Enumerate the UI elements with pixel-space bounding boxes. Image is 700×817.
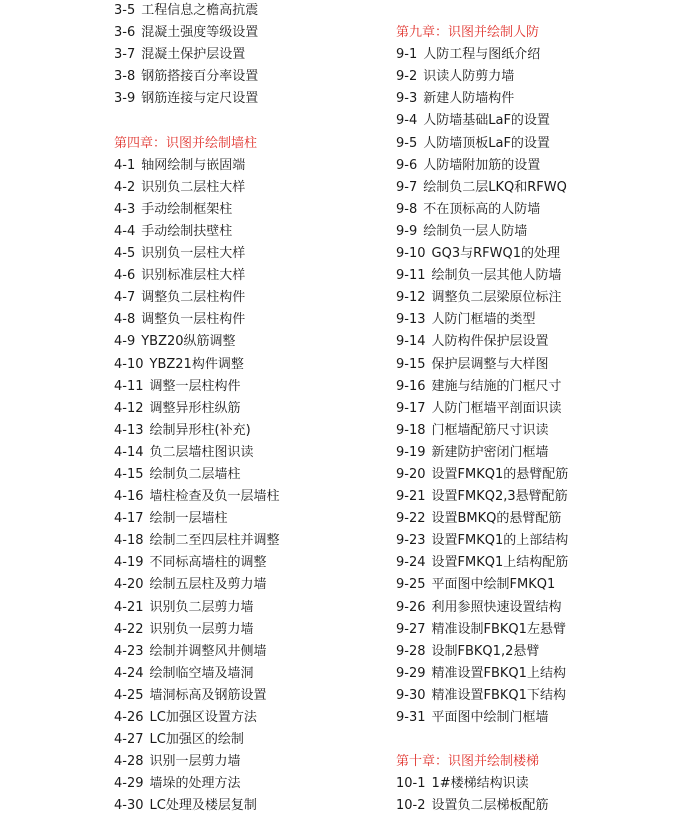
entry-number: 4-15 [114,466,144,482]
entry-title: 工程信息之檐高抗震 [141,3,259,18]
entry-number: 4-9 [114,334,136,350]
entry-title: 人防构件保护层设置 [431,334,549,350]
entry-number: 9-13 [396,312,426,328]
entry-title: 1#楼梯结构识读 [431,776,529,792]
entry-number: 4-11 [114,378,144,394]
entry-number: 9-31 [396,710,426,725]
entry-title: 负二层墙柱图识读 [149,444,254,460]
entry-title: 设置FMKQ2,3悬臂配筋 [431,489,568,505]
entry-title: 设置FMKQ1上结构配筋 [431,555,569,571]
toc-entry [396,663,696,685]
toc-entry [114,376,384,398]
toc-entry [396,199,696,221]
toc-entry [396,177,696,199]
entry-title: 识别负二层柱大样 [141,179,246,195]
toc-entry [114,641,384,663]
toc-entry [114,663,384,685]
entry-number: 9-11 [396,268,426,284]
entry-number: 4-27 [114,732,144,748]
entry-title: 轴网绘制与嵌固端 [141,157,246,173]
entry-number: 9-7 [396,179,418,195]
toc-entry [114,177,384,199]
toc-entry [114,66,384,88]
entry-number: 9-4 [396,113,418,129]
entry-number: 9-17 [396,400,426,416]
entry-title: 保护层调整与大样图 [431,356,549,372]
entry-number: 4-1 [114,157,136,173]
toc-entry [114,287,384,309]
entry-number: 9-24 [396,555,426,571]
entry-number: 4-8 [114,312,136,328]
entry-title: 新建人防墙构件 [423,91,515,107]
entry-title: LC处理及楼层复制 [149,798,257,814]
entry-title: 人防门框墙的类型 [431,312,536,328]
entry-title: 绘制异形柱(补充) [149,422,251,438]
entry-number: 9-22 [396,511,426,527]
toc-entry [396,707,696,729]
toc-entry [114,574,384,596]
entry-title: 墙洞标高及钢筋设置 [149,687,267,703]
entry-number: 3-8 [114,69,136,85]
toc-entry [396,133,696,155]
toc-entry [396,66,696,88]
toc-right-column [396,0,696,817]
entry-title: 绘制二至四层柱并调整 [149,533,280,549]
toc-entry [396,685,696,707]
toc-entry [114,155,384,177]
entry-number: 9-10 [396,246,426,262]
entry-number: 4-24 [114,665,144,681]
entry-title: 新建防护密闭门框墙 [431,444,549,460]
entry-title: 识别负二层剪力墙 [149,599,254,615]
entry-number: 9-19 [396,444,426,460]
entry-number: 4-22 [114,621,144,637]
entry-number: 4-18 [114,533,144,549]
toc-entry [396,44,696,66]
entry-number: 9-27 [396,621,426,637]
entry-title: YBZ20纵筋调整 [141,334,236,350]
entry-title: 利用参照快速设置结构 [431,599,562,615]
toc-entry [396,309,696,331]
toc-entry [114,685,384,707]
toc-entry [114,530,384,552]
entry-number: 9-2 [396,69,418,85]
toc-entry [114,420,384,442]
entry-number: 9-8 [396,201,418,217]
entry-number: 4-2 [114,179,136,195]
entry-title: 绘制负一层其他人防墙 [431,268,562,284]
entry-number: 3-6 [114,25,136,41]
entry-title: 绘制负二层墙柱 [149,466,241,482]
entry-number: 4-4 [114,223,136,239]
toc-entry [114,221,384,243]
entry-title: GQ3与RFWQ1的处理 [431,246,560,262]
entry-number: 10-1 [396,776,426,792]
entry-title: 设置FMKQ1的上部结构 [431,533,569,549]
toc-entry [114,464,384,486]
entry-number: 9-9 [396,223,418,239]
toc-entry [114,88,384,110]
toc-entry [396,265,696,287]
entry-number: 9-18 [396,422,426,438]
entry-title: 手动绘制框架柱 [141,201,233,217]
entry-title: 调整负二层梁原位标注 [431,290,562,306]
toc-entry [396,574,696,596]
entry-title: 识读人防剪力墙 [423,69,515,85]
entry-title: 钢筋连接与定尺设置 [141,91,259,107]
entry-number: 4-28 [114,754,144,770]
toc-entry [114,309,384,331]
toc-entry [114,508,384,530]
chapter-heading: 第四章：识图并绘制墙柱 [114,135,258,151]
toc-entry [114,398,384,420]
entry-title: 精准设置FBKQ1下结构 [431,687,566,703]
entry-title: 不在顶标高的人防墙 [423,201,541,217]
entry-number: 4-21 [114,599,144,615]
entry-title: 识别负一层柱大样 [141,246,246,262]
entry-title: 人防墙顶板LaF的设置 [423,135,550,151]
entry-number: 10-2 [396,798,426,814]
toc-entry [396,243,696,265]
entry-title: 设置FMKQ1的悬臂配筋 [431,466,569,482]
entry-number: 4-29 [114,776,144,792]
toc-entry [396,354,696,376]
entry-title: 绘制负二层LKQ和RFWQ [423,179,567,195]
entry-title: 设置BMKQ的悬臂配筋 [431,511,562,527]
toc-entry [396,110,696,132]
toc-entry [396,619,696,641]
entry-title: 人防门框墙平剖面识读 [431,400,562,416]
toc-entry [396,420,696,442]
toc-entry [396,376,696,398]
entry-number: 4-7 [114,290,136,306]
entry-number: 4-30 [114,798,144,814]
entry-number: 9-29 [396,665,426,681]
entry-title: 调整一层柱构件 [149,378,241,394]
toc-entry [396,530,696,552]
entry-title: 手动绘制扶壁柱 [141,223,233,239]
entry-number: 9-26 [396,599,426,615]
toc-entry [396,331,696,353]
toc-entry [114,773,384,795]
toc-left-column [114,0,384,817]
toc-entry [396,597,696,619]
entry-number: 9-14 [396,334,426,350]
chapter-heading: 第九章：识图并绘制人防 [396,25,540,41]
entry-title: 建施与结施的门框尺寸 [431,378,562,394]
entry-number: 9-6 [396,157,418,173]
entry-title: 精准设制FBKQ1左悬臂 [431,621,566,637]
entry-number: 4-10 [114,356,144,372]
entry-number: 9-5 [396,135,418,151]
toc-entry [396,221,696,243]
entry-number: 4-20 [114,577,144,593]
entry-number: 4-26 [114,710,144,725]
entry-number: 4-3 [114,201,136,217]
entry-title: 不同标高墙柱的调整 [149,555,267,571]
entry-number: 9-25 [396,577,426,593]
toc-entry [396,442,696,464]
toc-entry [114,265,384,287]
entry-title: 墙柱检查及负一层墙柱 [149,489,280,505]
toc-entry [396,88,696,110]
entry-title: 人防墙基础LaF的设置 [423,113,550,129]
entry-number: 9-21 [396,489,426,505]
entry-title: 绘制一层墙柱 [149,511,228,527]
entry-number: 4-13 [114,422,144,438]
entry-title: YBZ21构件调整 [149,356,244,372]
entry-title: 识别负一层剪力墙 [149,621,254,637]
entry-number: 4-23 [114,643,144,659]
entry-title: 调整负二层柱构件 [141,290,246,306]
entry-number: 4-16 [114,489,144,505]
entry-title: 识别一层剪力墙 [149,754,241,770]
entry-title: 平面图中绘制门框墙 [431,710,549,725]
toc-entry [396,486,696,508]
toc-entry [396,398,696,420]
section-spacer [396,0,696,22]
entry-number: 4-6 [114,268,136,284]
entry-title: 墙垛的处理方法 [149,776,241,792]
toc-entry [114,243,384,265]
toc-entry [114,331,384,353]
toc-entry [114,199,384,221]
entry-number: 4-25 [114,687,144,703]
toc-entry [114,354,384,376]
toc-entry [114,707,384,729]
entry-title: 绘制临空墙及墙洞 [149,665,254,681]
toc-entry [396,155,696,177]
entry-number: 4-12 [114,400,144,416]
entry-number: 4-19 [114,555,144,571]
entry-number: 4-17 [114,511,144,527]
toc-entry [114,552,384,574]
entry-number: 9-30 [396,687,426,703]
toc-entry [396,464,696,486]
entry-number: 4-14 [114,444,144,460]
entry-title: LC加强区的绘制 [149,732,244,748]
entry-title: 绘制负一层人防墙 [423,223,528,239]
entry-title: LC加强区设置方法 [149,710,257,725]
section-spacer [114,110,384,132]
toc-entry [396,287,696,309]
toc-entry [396,508,696,530]
toc-entry [396,773,696,795]
entry-title: 调整负一层柱构件 [141,312,246,328]
chapter-heading: 第十章：识图并绘制楼梯 [396,754,540,770]
entry-number: 4-5 [114,246,136,262]
entry-number: 3-5 [114,3,136,18]
entry-title: 绘制并调整风井侧墙 [149,643,267,659]
entry-number: 9-16 [396,378,426,394]
toc-entry [114,751,384,773]
entry-number: 9-12 [396,290,426,306]
toc-entry [114,486,384,508]
entry-title: 混凝土保护层设置 [141,47,246,63]
entry-number: 9-1 [396,47,418,63]
entry-number: 9-28 [396,643,426,659]
entry-title: 精准设置FBKQ1上结构 [431,665,566,681]
entry-title: 门框墙配筋尺寸识读 [431,422,549,438]
entry-number: 9-15 [396,356,426,372]
entry-number: 3-7 [114,47,136,63]
entry-number: 9-20 [396,466,426,482]
entry-title: 人防工程与图纸介绍 [423,47,541,63]
section-spacer [396,729,696,751]
toc-entry [396,552,696,574]
entry-title: 绘制五层柱及剪力墙 [149,577,267,593]
toc-entry [396,641,696,663]
toc-entry [114,22,384,44]
toc-entry [114,597,384,619]
entry-title: 钢筋搭接百分率设置 [141,69,259,85]
entry-title: 识别标准层柱大样 [141,268,246,284]
entry-title: 人防墙附加筋的设置 [423,157,541,173]
entry-number: 9-3 [396,91,418,107]
entry-title: 混凝土强度等级设置 [141,25,259,41]
entry-number: 3-9 [114,91,136,107]
toc-entry [114,44,384,66]
entry-title: 平面图中绘制FMKQ1 [431,577,556,593]
entry-number: 9-23 [396,533,426,549]
entry-title: 设制FBKQ1,2悬臂 [431,643,540,659]
entry-title: 调整异形柱纵筋 [149,400,241,416]
toc-entry [114,619,384,641]
toc-entry [114,442,384,464]
entry-title: 设置负二层梯板配筋 [431,798,549,814]
toc-entry [114,0,384,22]
toc-entry [114,729,384,751]
